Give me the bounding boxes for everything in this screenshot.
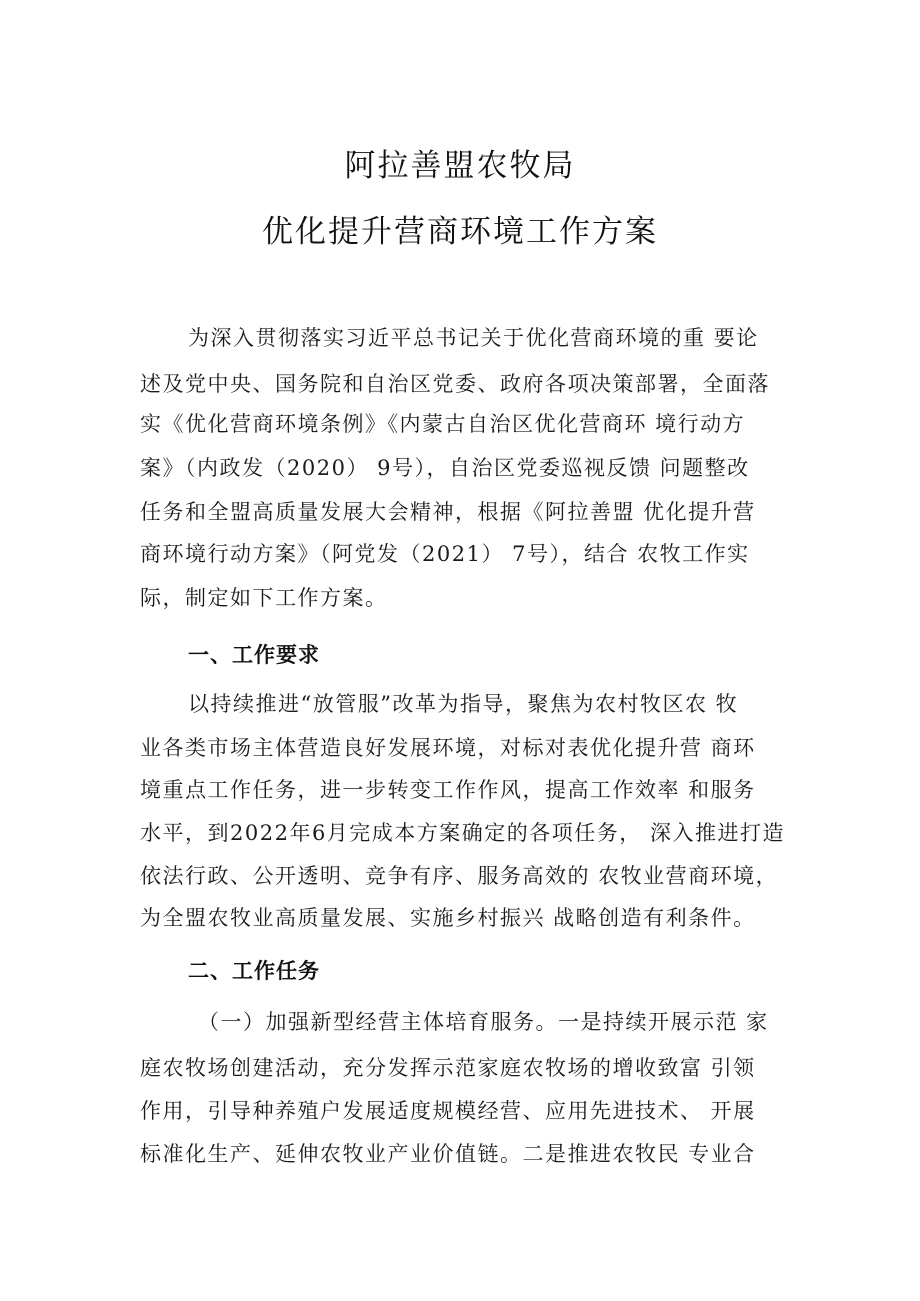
section2-line: 庭农牧场创建活动，充分发挥示范家庭农牧场的增收致富 引领 xyxy=(140,1056,756,1080)
intro-line: 际，制定如下工作方案。 xyxy=(140,586,388,610)
section2-line: 作用，引导种养殖户发展适度规模经营、应用先进技术、 开展 xyxy=(140,1099,756,1123)
section1-line: 为全盟农牧业高质量发展、实施乡村振兴 战略创造有利条件。 xyxy=(140,906,756,930)
section1-line: 水平，到2022年6月完成本方案确定的各项任务， 深入推进打造 xyxy=(140,821,785,845)
section1-line: 业各类市场主体营造良好发展环境，对标对表优化提升营 商环 xyxy=(140,736,756,760)
section2-line: 标准化生产、延伸农牧业产业价值链。二是推进农牧民 专业合 xyxy=(140,1142,756,1166)
section-heading-tasks: 二、工作任务 xyxy=(188,959,320,983)
intro-line: 实《优化营商环境条例》《内蒙古自治区优化营商环 境行动方 xyxy=(140,412,746,436)
intro-line: 为深入贯彻落实习近平总书记关于优化营商环境的重 要论 xyxy=(188,326,759,350)
intro-line: 案》（内政发（2020） 9号），自治区党委巡视反馈 问题整改 xyxy=(140,456,750,480)
section-heading-requirements: 一、工作要求 xyxy=(188,643,320,667)
section2-line: （一）加强新型经营主体培育服务。一是持续开展示范 家 xyxy=(198,1010,769,1034)
intro-line: 商环境行动方案》（阿党发（2021） 7号），结合 农牧工作实 xyxy=(140,542,750,566)
section1-line: 依法行政、公开透明、竞争有序、服务高效的 农牧业营商环境， xyxy=(140,864,779,888)
section1-line: 境重点工作任务，进一步转变工作作风，提高工作效率 和服务 xyxy=(140,778,756,802)
section1-line: 以持续推进“放管服”改革为指导，聚焦为农村牧区农 牧 xyxy=(188,692,739,716)
intro-line: 述及党中央、国务院和自治区党委、政府各项决策部署，全面落 xyxy=(140,372,770,396)
document-title-line1: 阿拉善盟农牧局 xyxy=(344,148,576,184)
intro-line: 任务和全盟高质量发展大会精神，根据《阿拉善盟 优化提升营 xyxy=(140,500,756,524)
document-title-line2: 优化提升营商环境工作方案 xyxy=(262,214,658,250)
